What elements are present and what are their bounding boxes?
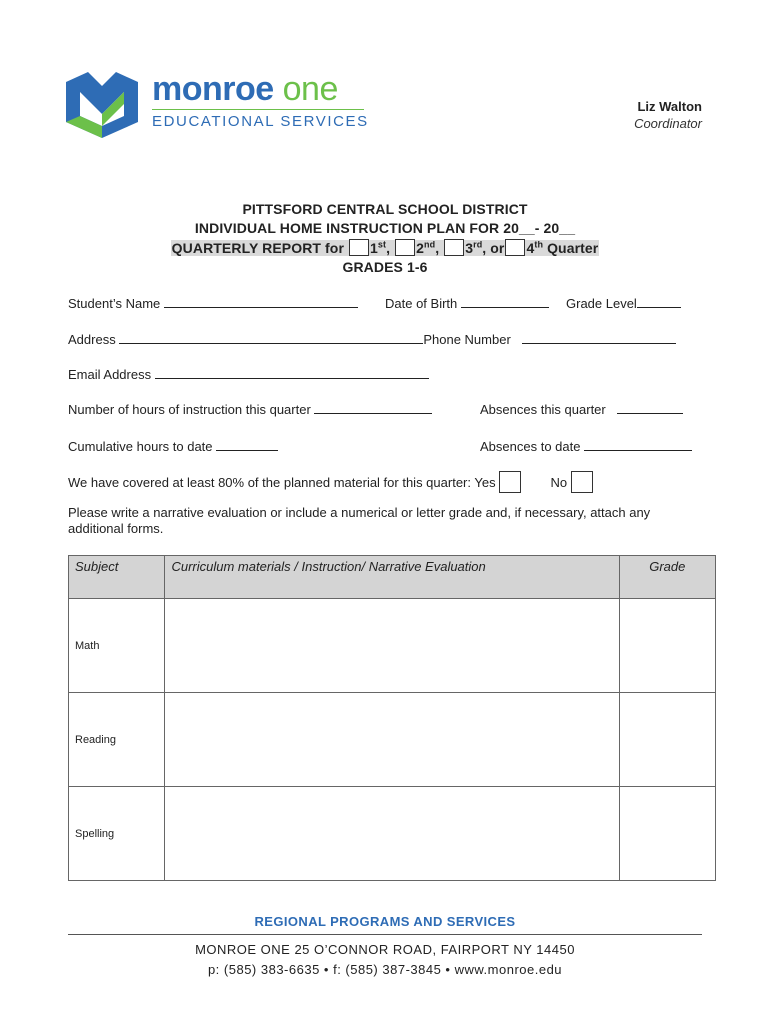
sep1: , <box>386 240 391 256</box>
footer-address: MONROE ONE 25 O’CONNOR ROAD, FAIRPORT NY 14450 <box>195 942 575 957</box>
address-field <box>68 331 676 347</box>
coordinator-name: Liz Walton <box>637 99 702 114</box>
spelling-grade-cell[interactable] <box>619 787 715 881</box>
grade-level-label: Grade Level <box>566 296 637 311</box>
subject-spelling: Spelling <box>69 787 165 881</box>
table-header-row <box>69 556 716 599</box>
absences-label: Absences this quarter <box>480 402 606 417</box>
table-row <box>69 693 716 787</box>
math-evaluation-cell[interactable] <box>165 599 619 693</box>
logo-wordmark <box>152 70 338 109</box>
hours-input[interactable] <box>314 401 432 414</box>
q2-sup: nd <box>424 239 436 250</box>
grade-level-input[interactable] <box>637 295 681 308</box>
logo-word-one: one <box>282 70 338 108</box>
student-name-input[interactable] <box>164 295 358 308</box>
student-name-label: Student’s Name <box>68 296 161 311</box>
cumulative-input[interactable] <box>216 438 278 451</box>
q4-label: 4 <box>526 240 535 256</box>
dob-field <box>385 295 549 311</box>
evaluation-table <box>68 555 716 881</box>
footer-divider <box>68 934 702 935</box>
address-input[interactable] <box>119 331 423 344</box>
q2-label: 2 <box>416 240 424 256</box>
header-curriculum: Curriculum materials / Instruction/ Narrative Evaluation <box>165 556 619 599</box>
phone-label: Phone Number <box>423 332 511 347</box>
absences-input[interactable] <box>617 401 683 414</box>
email-label: Email Address <box>68 367 152 382</box>
cumulative-field <box>68 438 278 454</box>
coordinator-title: Coordinator <box>634 116 702 131</box>
hours-label: Number of hours of instruction this quarter <box>68 402 311 417</box>
reading-evaluation-cell[interactable] <box>165 693 619 787</box>
absences-to-date-field <box>480 438 692 454</box>
quarterly-report-line <box>0 239 770 256</box>
quarter-1-checkbox[interactable] <box>349 239 369 256</box>
address-label: Address <box>68 332 116 347</box>
no-label: No <box>550 475 568 490</box>
q1-label: 1 <box>370 240 378 256</box>
yes-checkbox[interactable] <box>499 471 521 493</box>
q4-sup: th <box>534 239 544 250</box>
district-title: PITTSFORD CENTRAL SCHOOL DISTRICT <box>242 201 528 217</box>
quarter-4-checkbox[interactable] <box>505 239 525 256</box>
table-row <box>69 599 716 693</box>
absences-to-date-input[interactable] <box>584 438 692 451</box>
logo-subtitle: EDUCATIONAL SERVICES <box>152 113 369 130</box>
footer-contact: p: (585) 383-6635 • f: (585) 387-3845 • www.monroe.edu <box>207 962 563 977</box>
math-grade-cell[interactable] <box>619 599 715 693</box>
logo-word-monroe: monroe <box>152 70 274 108</box>
table-row <box>69 787 716 881</box>
sep3: , or <box>482 240 505 256</box>
grade-level-field <box>566 295 681 311</box>
dob-label: Date of Birth <box>385 296 458 311</box>
subject-math: Math <box>69 599 165 693</box>
subject-reading: Reading <box>69 693 165 787</box>
quarter-3-checkbox[interactable] <box>444 239 464 256</box>
monroe-one-logo-icon <box>66 68 138 138</box>
email-input[interactable] <box>155 366 429 379</box>
no-checkbox[interactable] <box>571 471 593 493</box>
phone-input[interactable] <box>522 331 676 344</box>
email-field <box>68 366 429 382</box>
logo-divider <box>152 109 364 110</box>
header-subject: Subject <box>69 556 165 599</box>
spelling-evaluation-cell[interactable] <box>165 787 619 881</box>
grades-title: GRADES 1-6 <box>342 259 428 275</box>
student-name-field <box>68 295 358 311</box>
header-grade: Grade <box>619 556 715 599</box>
q1-sup: st <box>377 239 387 250</box>
narrative-instructions: Please write a narrative evaluation or include a numerical or letter grade and, if necessary, attach any additional forms. <box>68 505 651 536</box>
q3-label: 3 <box>465 240 474 256</box>
hours-field <box>68 401 432 417</box>
quarterly-report-label: QUARTERLY REPORT for <box>171 240 345 256</box>
cumulative-label: Cumulative hours to date <box>68 439 213 454</box>
absences-field <box>480 401 683 417</box>
dob-input[interactable] <box>461 295 549 308</box>
footer-title: REGIONAL PROGRAMS AND SERVICES <box>254 914 516 929</box>
quarter-2-checkbox[interactable] <box>395 239 415 256</box>
absences-to-date-label: Absences to date <box>480 439 581 454</box>
coverage-question <box>68 471 593 493</box>
sep2: , <box>435 240 440 256</box>
coverage-label: We have covered at least 80% of the planned material for this quarter: Yes <box>68 475 496 490</box>
q4-suffix: Quarter <box>543 240 599 256</box>
q3-sup: rd <box>473 239 483 250</box>
plan-title: INDIVIDUAL HOME INSTRUCTION PLAN FOR 20__- 20__ <box>194 220 576 236</box>
reading-grade-cell[interactable] <box>619 693 715 787</box>
